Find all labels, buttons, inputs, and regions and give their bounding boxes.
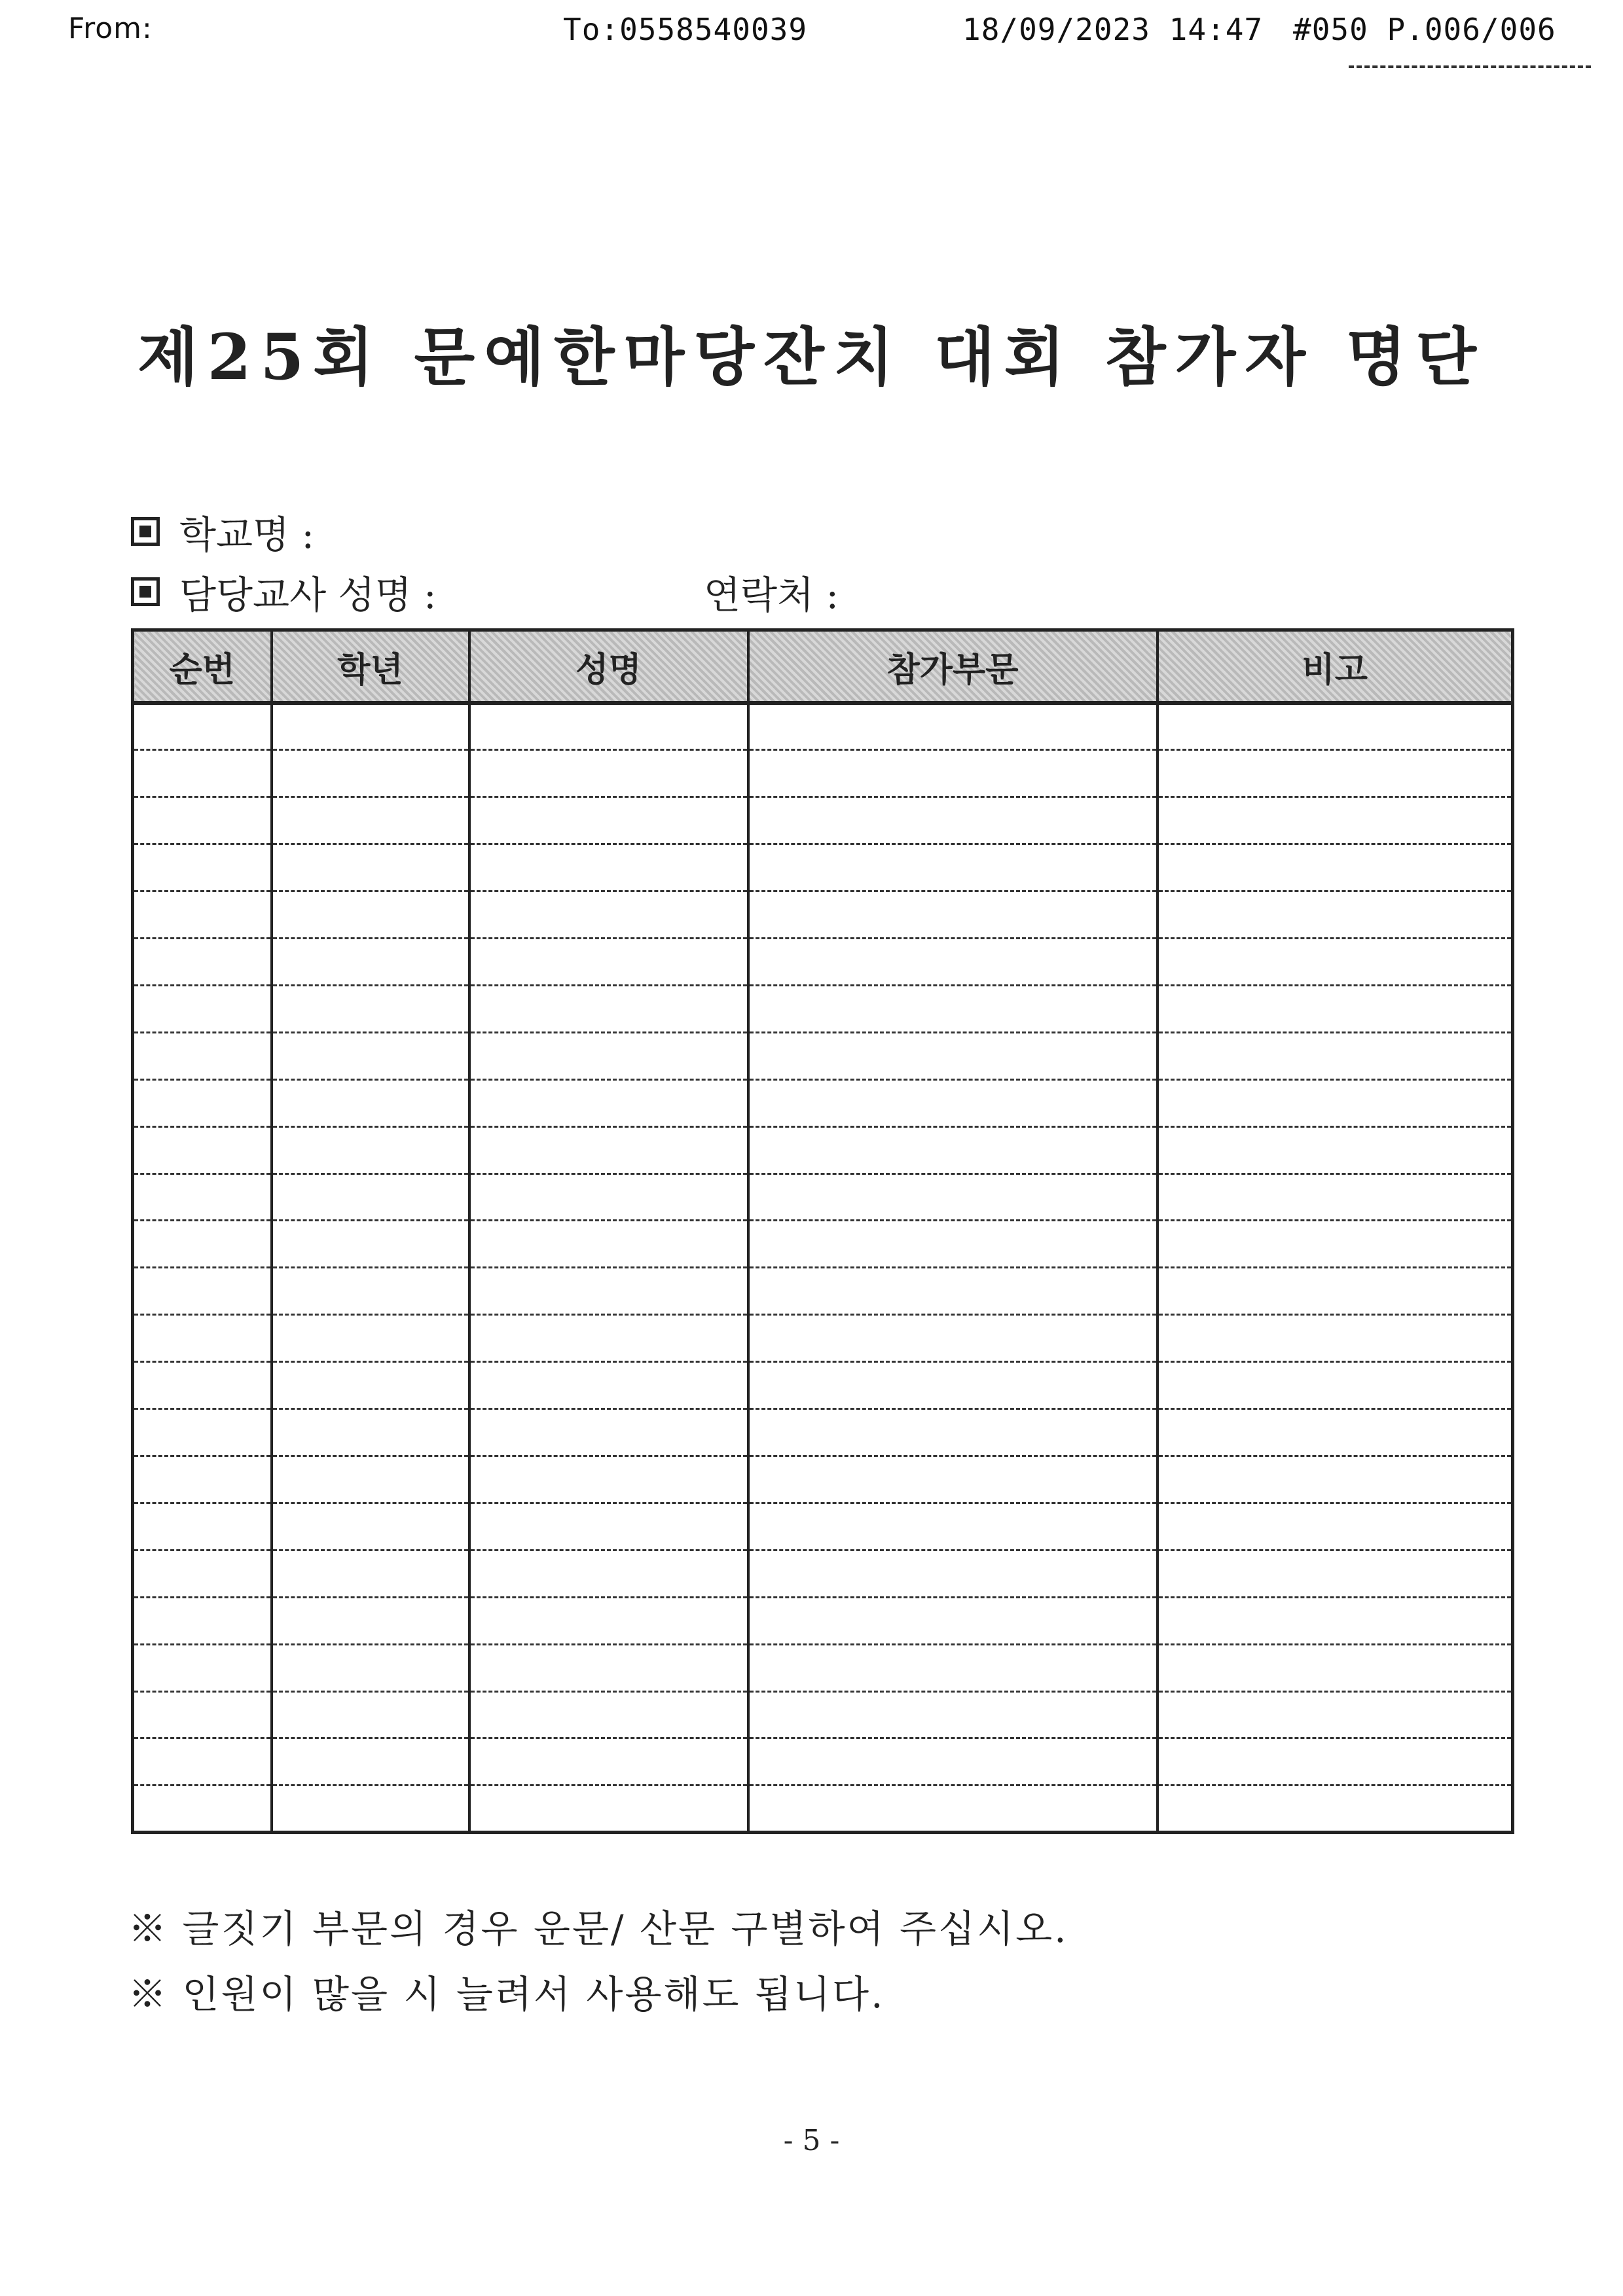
table-cell[interactable] [133,750,272,797]
table-cell[interactable] [133,797,272,844]
table-row [133,1079,1513,1126]
document-title: 제25회 문예한마당잔치 대회 참가자 명단 [137,320,1486,394]
teacher-label: 담당교사 성명 : [179,573,437,617]
table-cell[interactable] [469,985,748,1032]
table-cell[interactable] [1158,1079,1513,1126]
table-cell[interactable] [748,1550,1158,1597]
table-cell[interactable] [272,1550,469,1597]
table-cell[interactable] [133,703,272,750]
column-header: 성명 [469,630,748,704]
table-cell[interactable] [748,1221,1158,1268]
table-row [133,1315,1513,1362]
table-cell[interactable] [272,750,469,797]
table-cell[interactable] [748,1456,1158,1503]
table-cell[interactable] [469,1032,748,1079]
table-cell[interactable] [469,750,748,797]
table-row [133,1644,1513,1691]
table-cell[interactable] [272,1597,469,1644]
table-cell[interactable] [748,891,1158,939]
table-cell[interactable] [272,1174,469,1221]
table-cell[interactable] [1158,703,1513,750]
table-cell[interactable] [272,1079,469,1126]
table-cell[interactable] [1158,1221,1513,1268]
table-cell[interactable] [133,1268,272,1315]
table-cell[interactable] [748,1785,1158,1833]
table-cell[interactable] [1158,1691,1513,1738]
table-cell[interactable] [272,703,469,750]
table-cell[interactable] [133,1174,272,1221]
table-cell[interactable] [748,1126,1158,1174]
table-cell[interactable] [469,1079,748,1126]
table-cell[interactable] [272,1456,469,1503]
table-cell[interactable] [133,891,272,939]
table-cell[interactable] [133,939,272,986]
table-cell[interactable] [133,1550,272,1597]
table-row [133,1456,1513,1503]
table-row [133,1126,1513,1174]
table-cell[interactable] [748,1362,1158,1409]
table-cell[interactable] [1158,939,1513,986]
checkbox-icon [131,577,160,606]
table-cell[interactable] [1158,1409,1513,1456]
table-cell[interactable] [133,1362,272,1409]
table-cell[interactable] [469,1409,748,1456]
table-cell[interactable] [1158,750,1513,797]
table-cell[interactable] [272,1126,469,1174]
table-row [133,1503,1513,1550]
participant-table [131,628,1514,1834]
table-cell[interactable] [133,1644,272,1691]
table-cell[interactable] [1158,1268,1513,1315]
table-cell[interactable] [1158,985,1513,1032]
table-cell[interactable] [748,797,1158,844]
table-cell[interactable] [272,939,469,986]
table-cell[interactable] [1158,1315,1513,1362]
table-cell[interactable] [748,1503,1158,1550]
table-cell[interactable] [469,1785,748,1833]
table-cell[interactable] [748,844,1158,891]
table-cell[interactable] [1158,1174,1513,1221]
table-cell[interactable] [748,1032,1158,1079]
table-cell[interactable] [272,844,469,891]
table-cell[interactable] [469,1550,748,1597]
table-cell[interactable] [469,939,748,986]
table-cell[interactable] [133,1456,272,1503]
table-cell[interactable] [1158,1362,1513,1409]
teacher-field-row [131,564,437,619]
fax-to: To:0558540039 [563,12,808,47]
table-cell[interactable] [1158,1738,1513,1785]
fax-underline [1349,65,1591,68]
table-cell[interactable] [133,1126,272,1174]
table-cell[interactable] [748,1315,1158,1362]
table-header-row [133,630,1513,704]
table-cell[interactable] [469,1597,748,1644]
table-cell[interactable] [469,1644,748,1691]
table-cell[interactable] [1158,1032,1513,1079]
table-cell[interactable] [272,1315,469,1362]
table-row [133,703,1513,750]
table-cell[interactable] [748,939,1158,986]
page-number: - 5 - [783,2124,840,2157]
table-cell[interactable] [272,1785,469,1833]
table-row [133,1032,1513,1079]
table-cell[interactable] [469,1456,748,1503]
table-cell[interactable] [748,1174,1158,1221]
contact-label: 연락처 : [704,573,839,617]
table-cell[interactable] [272,1268,469,1315]
checkbox-icon [131,517,160,546]
column-header: 순번 [133,630,272,704]
table-cell[interactable] [469,1691,748,1738]
table-body [133,703,1513,1833]
table-cell[interactable] [748,1691,1158,1738]
table-row [133,844,1513,891]
table-row [133,1174,1513,1221]
table-cell[interactable] [469,1738,748,1785]
table-row [133,1785,1513,1833]
table-cell[interactable] [272,985,469,1032]
table-cell[interactable] [1158,1597,1513,1644]
table-cell[interactable] [133,1597,272,1644]
column-header: 참가부문 [748,630,1158,704]
table-cell[interactable] [748,1738,1158,1785]
table-cell[interactable] [133,1409,272,1456]
table-cell[interactable] [133,1503,272,1550]
table-cell[interactable] [469,1362,748,1409]
table-cell[interactable] [1158,1785,1513,1833]
table-cell[interactable] [133,1738,272,1785]
table-cell[interactable] [133,985,272,1032]
column-header: 학년 [272,630,469,704]
note-line: ※ 글짓기 부문의 경우 운문/ 산문 구별하여 주십시오. [128,1907,1068,1951]
table-cell[interactable] [133,1315,272,1362]
table-cell[interactable] [748,1409,1158,1456]
table-row [133,1550,1513,1597]
table-cell[interactable] [1158,1456,1513,1503]
table-cell[interactable] [469,1126,748,1174]
table-cell[interactable] [133,1032,272,1079]
table-cell[interactable] [748,1597,1158,1644]
table-row [133,1409,1513,1456]
fax-datetime: 18/09/2023 14:47 [962,12,1264,47]
table-row [133,797,1513,844]
school-field-row [131,504,314,559]
table-cell[interactable] [272,1738,469,1785]
table-cell[interactable] [133,1691,272,1738]
table-row [133,891,1513,939]
table-cell[interactable] [469,703,748,750]
table-cell[interactable] [748,1079,1158,1126]
table-cell[interactable] [272,1409,469,1456]
table-cell[interactable] [1158,1126,1513,1174]
fax-page: #050 P.006/006 [1293,12,1556,47]
table-cell[interactable] [272,1644,469,1691]
table-cell[interactable] [469,1174,748,1221]
column-header: 비고 [1158,630,1513,704]
table-row [133,985,1513,1032]
table-cell[interactable] [272,1032,469,1079]
school-label: 학교명 : [179,512,315,557]
table-cell[interactable] [469,1221,748,1268]
table-cell[interactable] [272,1221,469,1268]
table-row [133,1738,1513,1785]
table-cell[interactable] [272,797,469,844]
table-cell[interactable] [469,1268,748,1315]
table-row [133,1221,1513,1268]
table-row [133,1691,1513,1738]
table-cell[interactable] [1158,1550,1513,1597]
table-row [133,1268,1513,1315]
table-cell[interactable] [748,703,1158,750]
table-cell[interactable] [469,797,748,844]
table-cell[interactable] [133,844,272,891]
table-cell[interactable] [133,1785,272,1833]
table-cell[interactable] [272,1503,469,1550]
table-cell[interactable] [133,1079,272,1126]
table-row [133,750,1513,797]
table-cell[interactable] [272,1362,469,1409]
note-line: ※ 인원이 많을 시 늘려서 사용해도 됩니다. [128,1972,885,2017]
table-cell[interactable] [1158,844,1513,891]
table-row [133,1362,1513,1409]
table-cell[interactable] [469,1315,748,1362]
fax-from: From: [68,12,153,45]
table-row [133,939,1513,986]
table-cell[interactable] [133,1221,272,1268]
table-cell[interactable] [1158,1503,1513,1550]
table-cell[interactable] [469,844,748,891]
table-cell[interactable] [469,891,748,939]
table-cell[interactable] [272,891,469,939]
table-row [133,1597,1513,1644]
table-cell[interactable] [1158,797,1513,844]
table-cell[interactable] [1158,1644,1513,1691]
table-cell[interactable] [748,750,1158,797]
table-cell[interactable] [272,1691,469,1738]
table-cell[interactable] [469,1503,748,1550]
table-cell[interactable] [1158,891,1513,939]
table-cell[interactable] [748,1268,1158,1315]
table-cell[interactable] [748,985,1158,1032]
table-cell[interactable] [748,1644,1158,1691]
